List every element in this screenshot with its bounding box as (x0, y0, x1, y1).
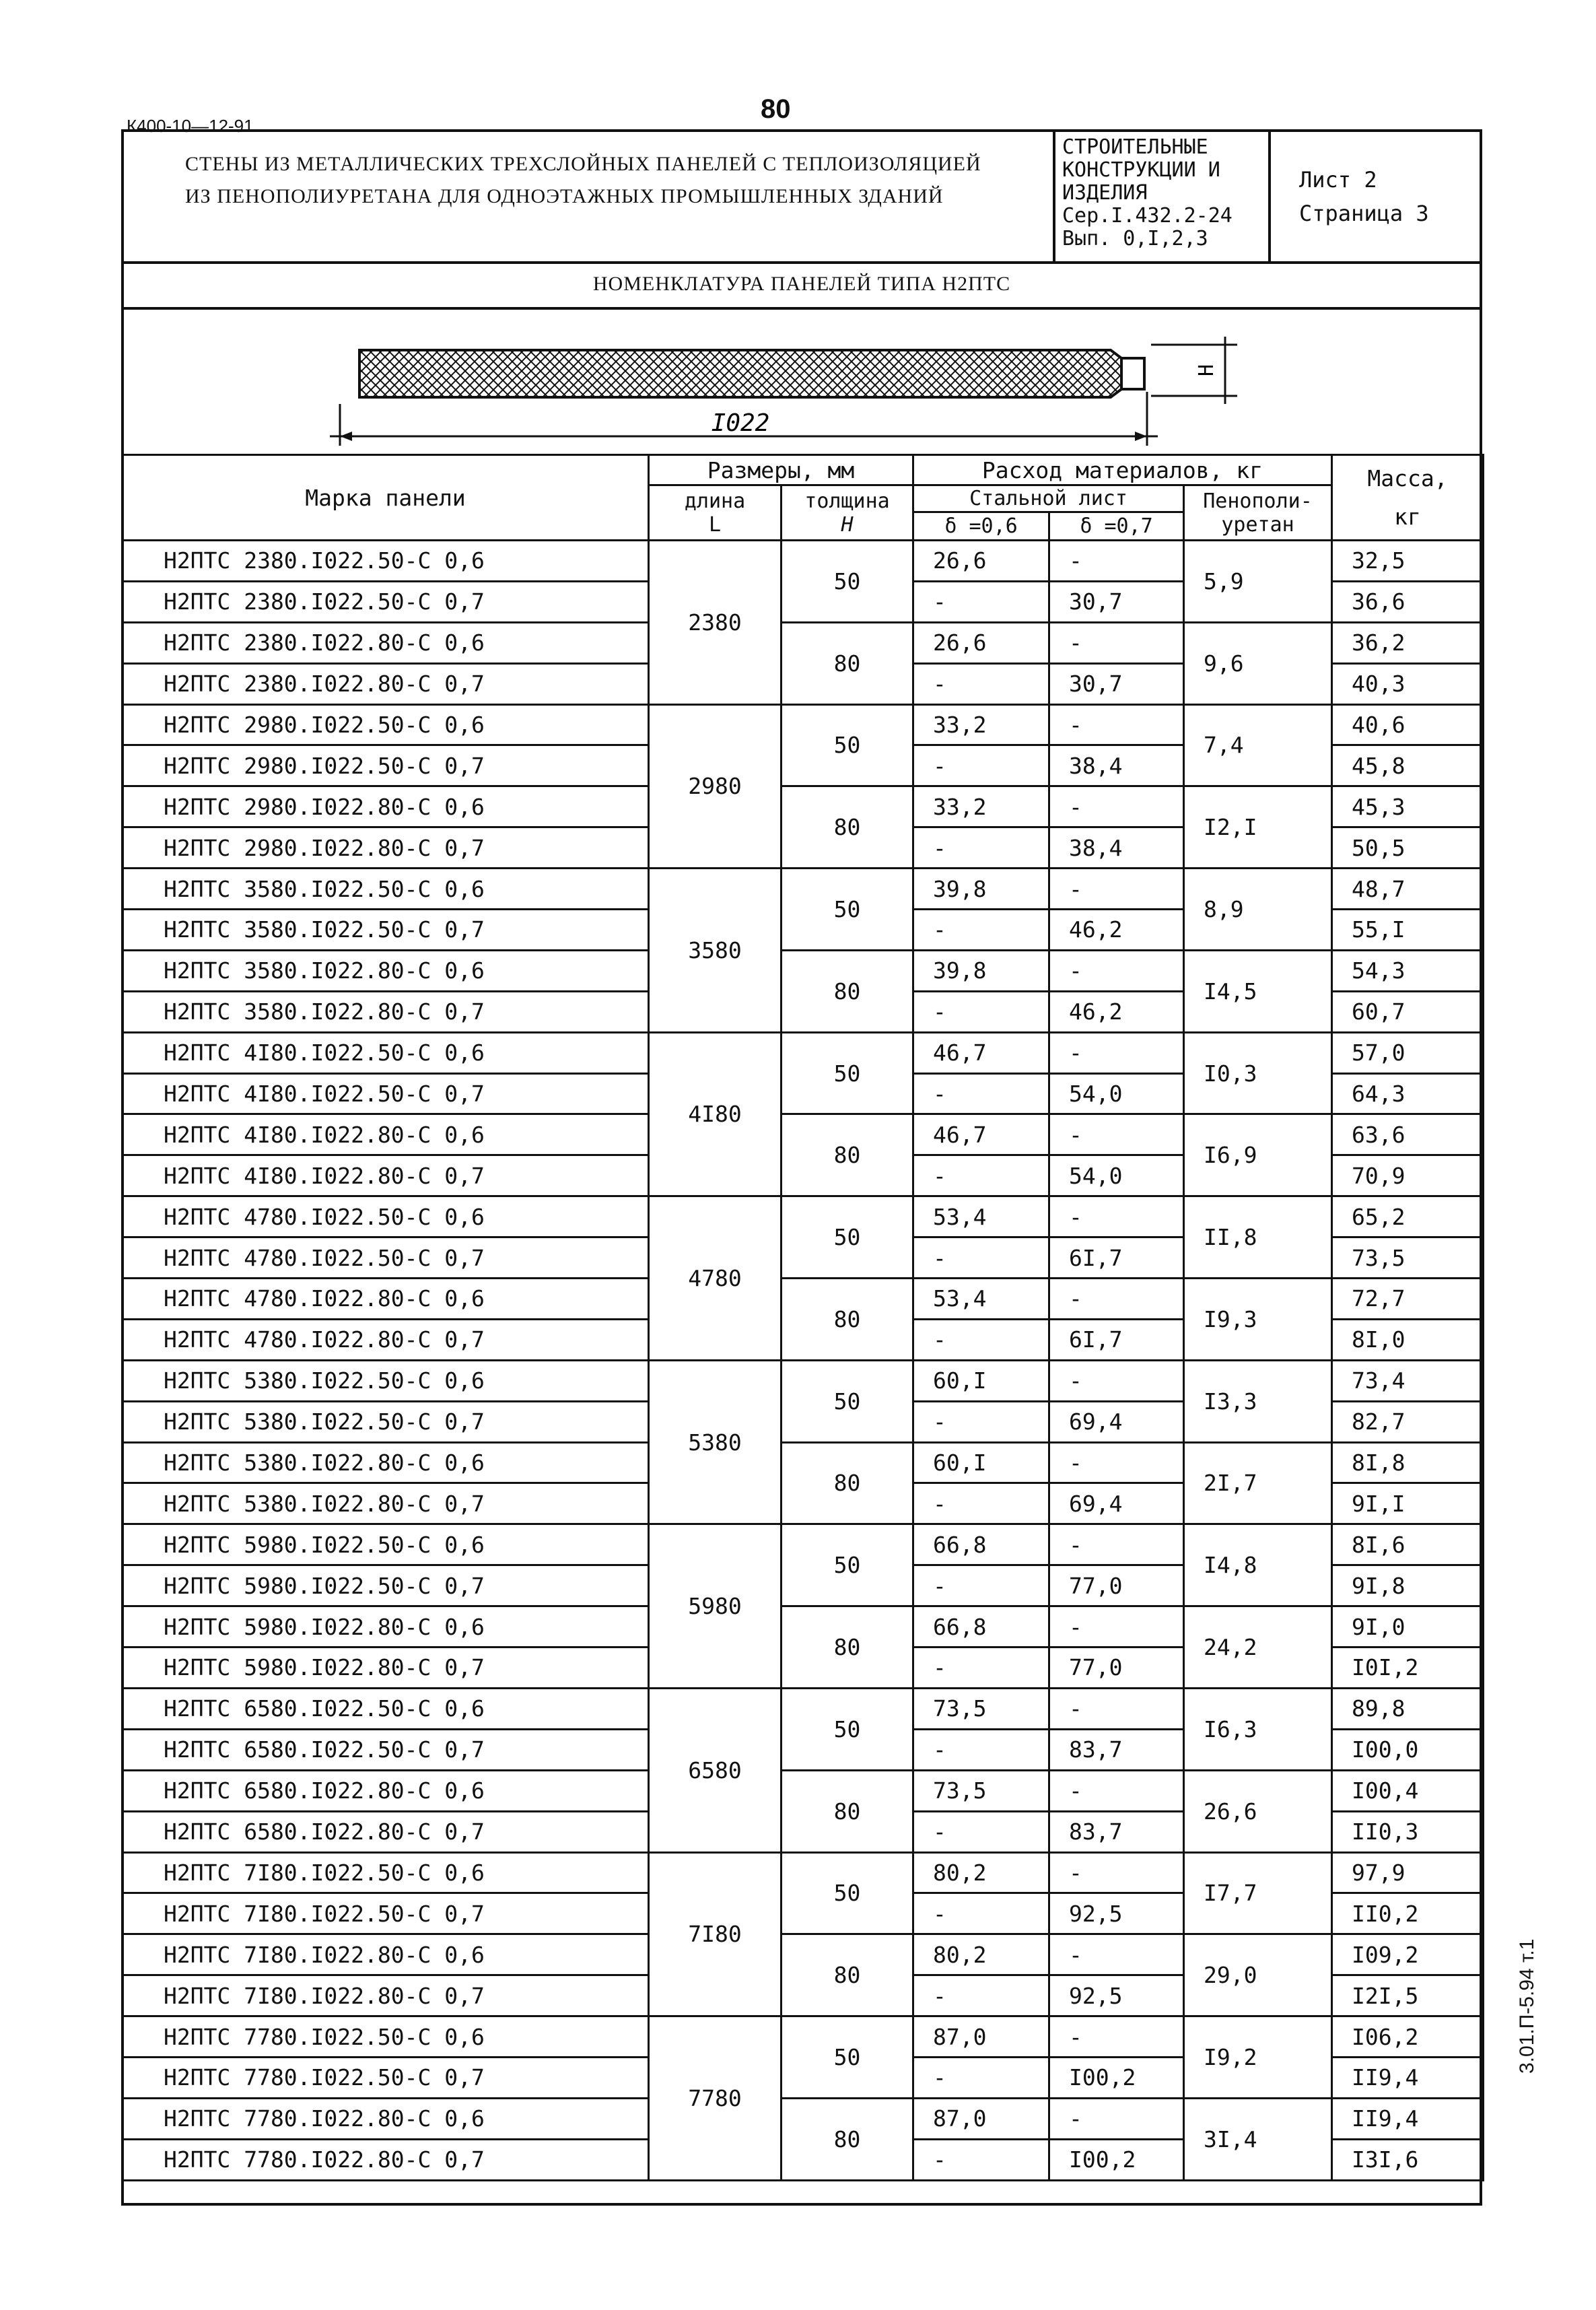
series-line-5: Вып. 0,I,2,3 (1062, 227, 1208, 250)
panel-mark: Н2ПТС 3580.I022.80-С 0,7 (123, 991, 649, 1032)
mass-value: 40,6 (1332, 704, 1484, 745)
panel-mark: Н2ПТС 4I80.I022.50-С 0,6 (123, 1032, 649, 1073)
length-value: 5980 (649, 1524, 782, 1689)
mass-value: 40,3 (1332, 663, 1484, 704)
header-steel-06: δ =0,6 (913, 512, 1049, 541)
mass-value: 8I,0 (1332, 1319, 1484, 1360)
thickness-value: 80 (782, 1934, 913, 2016)
panel-section-drawing (121, 310, 1482, 454)
length-value: 2980 (649, 704, 782, 869)
mass-value: 73,5 (1332, 1237, 1484, 1279)
steel-06-value: 26,6 (913, 622, 1049, 663)
steel-06-value: 39,8 (913, 950, 1049, 991)
steel-07-value: 92,5 (1049, 1975, 1184, 2016)
thickness-value: 50 (782, 1524, 913, 1606)
steel-06-value: - (913, 1975, 1049, 2016)
table-row (123, 2016, 1484, 2058)
steel-06-value: 87,0 (913, 2098, 1049, 2139)
foam-value: I6,3 (1184, 1688, 1332, 1770)
steel-06-value: - (913, 991, 1049, 1032)
series-line-4: Сер.I.432.2-24 (1062, 204, 1233, 228)
header-length (649, 485, 782, 541)
header-foam-line2: уретан (1221, 512, 1294, 537)
thickness-value: 50 (782, 704, 913, 786)
panel-mark: Н2ПТС 5980.I022.80-С 0,7 (123, 1647, 649, 1689)
thickness-value: 80 (782, 786, 913, 869)
header-sizes: Размеры, мм (649, 455, 913, 485)
panel-mark: Н2ПТС 4I80.I022.80-С 0,6 (123, 1114, 649, 1155)
thickness-value: 50 (782, 1032, 913, 1114)
panel-mark: Н2ПТС 4780.I022.80-С 0,6 (123, 1279, 649, 1320)
steel-06-value: - (913, 581, 1049, 622)
panel-mark: Н2ПТС 5380.I022.50-С 0,7 (123, 1401, 649, 1442)
steel-06-value: - (913, 1647, 1049, 1689)
panel-mark: Н2ПТС 4I80.I022.50-С 0,7 (123, 1073, 649, 1114)
panel-mark: Н2ПТС 5380.I022.80-С 0,6 (123, 1442, 649, 1483)
mass-value: I09,2 (1332, 1934, 1484, 1975)
steel-07-value: - (1049, 541, 1184, 582)
title-line-1: СТЕНЫ ИЗ МЕТАЛЛИЧЕСКИХ ТРЕХСЛОЙНЫХ ПАНЕЛЕЙ С ТЕПЛОИЗОЛЯЦИЕЙ (185, 153, 981, 175)
steel-07-value: 92,5 (1049, 1893, 1184, 1934)
panel-mark: Н2ПТС 7780.I022.80-С 0,7 (123, 2139, 649, 2180)
steel-06-value: 33,2 (913, 786, 1049, 827)
steel-07-value: 38,4 (1049, 745, 1184, 786)
steel-06-value: - (913, 1483, 1049, 1524)
mass-value: 45,8 (1332, 745, 1484, 786)
steel-06-value: 33,2 (913, 704, 1049, 745)
foam-value: 9,6 (1184, 622, 1332, 704)
thickness-value: 80 (782, 1279, 913, 1361)
foam-value: 26,6 (1184, 1770, 1332, 1852)
sheet-number: Лист 2 (1299, 167, 1377, 193)
panel-mark: Н2ПТС 7I80.I022.50-С 0,6 (123, 1852, 649, 1893)
mass-value: 72,7 (1332, 1279, 1484, 1320)
header-materials: Расход материалов, кг (913, 455, 1332, 485)
panel-mark: Н2ПТС 6580.I022.50-С 0,7 (123, 1729, 649, 1770)
mass-value: II0,3 (1332, 1811, 1484, 1852)
panel-mark: Н2ПТС 2980.I022.50-С 0,6 (123, 704, 649, 745)
series-line-2: КОНСТРУКЦИИ И (1062, 158, 1220, 182)
foam-value: 7,4 (1184, 704, 1332, 786)
table-row (123, 1032, 1484, 1073)
header-thickness (782, 485, 913, 541)
panel-mark: Н2ПТС 6580.I022.80-С 0,6 (123, 1770, 649, 1811)
header-steel: Стальной лист (913, 485, 1184, 512)
panel-mark: Н2ПТС 2380.I022.50-С 0,7 (123, 581, 649, 622)
steel-06-value: 66,8 (913, 1606, 1049, 1647)
table-row (123, 1852, 1484, 1893)
panel-mark: Н2ПТС 5980.I022.80-С 0,6 (123, 1606, 649, 1647)
mass-value: I00,0 (1332, 1729, 1484, 1770)
steel-06-value: - (913, 1565, 1049, 1606)
foam-value: I3,3 (1184, 1360, 1332, 1442)
panel-mark: Н2ПТС 4780.I022.50-С 0,6 (123, 1196, 649, 1237)
mass-value: 36,6 (1332, 581, 1484, 622)
table-body (123, 541, 1484, 2181)
panel-mark: Н2ПТС 2980.I022.80-С 0,7 (123, 827, 649, 869)
foam-value: I9,3 (1184, 1279, 1332, 1361)
table-row (123, 1360, 1484, 1401)
steel-07-value: 6I,7 (1049, 1237, 1184, 1279)
steel-06-value: - (913, 1729, 1049, 1770)
mass-value: I00,4 (1332, 1770, 1484, 1811)
mass-value: 8I,8 (1332, 1442, 1484, 1483)
length-value: 7780 (649, 2016, 782, 2181)
steel-06-value: - (913, 745, 1049, 786)
header-mass-unit: кг (1394, 504, 1421, 530)
thickness-value: 50 (782, 1852, 913, 1934)
panel-mark: Н2ПТС 3580.I022.80-С 0,6 (123, 950, 649, 991)
steel-06-value: - (913, 1319, 1049, 1360)
mass-value: 50,5 (1332, 827, 1484, 869)
mass-value: II9,4 (1332, 2098, 1484, 2139)
steel-06-value: 53,4 (913, 1279, 1049, 1320)
steel-06-value: 80,2 (913, 1852, 1049, 1893)
table-row (123, 950, 1484, 991)
steel-06-value: 46,7 (913, 1114, 1049, 1155)
panel-mark: Н2ПТС 5980.I022.50-С 0,7 (123, 1565, 649, 1606)
steel-07-value: - (1049, 1934, 1184, 1975)
steel-07-value: I00,2 (1049, 2057, 1184, 2098)
header-foam (1184, 485, 1332, 541)
steel-07-value: - (1049, 704, 1184, 745)
mass-value: I0I,2 (1332, 1647, 1484, 1689)
mass-value: I3I,6 (1332, 2139, 1484, 2180)
series-line-1: СТРОИТЕЛЬНЫЕ (1062, 135, 1208, 159)
page-label: Страница 3 (1299, 201, 1429, 226)
panel-mark: Н2ПТС 2980.I022.80-С 0,6 (123, 786, 649, 827)
thickness-value: 50 (782, 1688, 913, 1770)
table-row (123, 1196, 1484, 1237)
table-row (123, 1279, 1484, 1320)
foam-value: I4,5 (1184, 950, 1332, 1032)
steel-07-value: 69,4 (1049, 1483, 1184, 1524)
mass-value: II9,4 (1332, 2057, 1484, 2098)
title-divider (1053, 129, 1055, 261)
document-title (185, 148, 1127, 213)
thickness-value: 80 (782, 1114, 913, 1196)
series-divider (1268, 129, 1271, 261)
mass-value: 64,3 (1332, 1073, 1484, 1114)
steel-07-value: 77,0 (1049, 1647, 1184, 1689)
panel-mark: Н2ПТС 3580.I022.50-С 0,7 (123, 910, 649, 951)
mass-value: 8I,6 (1332, 1524, 1484, 1565)
mass-value: 36,2 (1332, 622, 1484, 663)
steel-06-value: 53,4 (913, 1196, 1049, 1237)
panel-mark: Н2ПТС 4780.I022.50-С 0,7 (123, 1237, 649, 1279)
mass-value: II0,2 (1332, 1893, 1484, 1934)
length-value: 7I80 (649, 1852, 782, 2016)
title-line-2: ИЗ ПЕНОПОЛИУРЕТАНА ДЛЯ ОДНОЭТАЖНЫХ ПРОМЫШЛЕННЫХ ЗДАНИЙ (185, 185, 944, 207)
table-row (123, 869, 1484, 910)
steel-07-value: 77,0 (1049, 1565, 1184, 1606)
foam-value: 5,9 (1184, 541, 1332, 623)
title-block (121, 129, 1482, 264)
thickness-value: 80 (782, 950, 913, 1032)
length-value: 2380 (649, 541, 782, 705)
page-number: 80 (761, 94, 791, 124)
steel-07-value: - (1049, 1279, 1184, 1320)
steel-07-value: - (1049, 1032, 1184, 1073)
table-row (123, 704, 1484, 745)
mass-value: 82,7 (1332, 1401, 1484, 1442)
panel-mark: Н2ПТС 4780.I022.80-С 0,7 (123, 1319, 649, 1360)
steel-06-value: - (913, 1155, 1049, 1196)
panel-mark: Н2ПТС 2380.I022.80-С 0,7 (123, 663, 649, 704)
panel-mark: Н2ПТС 7I80.I022.80-С 0,7 (123, 1975, 649, 2016)
panel-mark: Н2ПТС 7I80.I022.50-С 0,7 (123, 1893, 649, 1934)
steel-06-value: - (913, 910, 1049, 951)
steel-07-value: - (1049, 950, 1184, 991)
mass-value: 45,3 (1332, 786, 1484, 827)
mass-value: 70,9 (1332, 1155, 1484, 1196)
table-row (123, 1114, 1484, 1155)
mass-value: 73,4 (1332, 1360, 1484, 1401)
mass-value: 57,0 (1332, 1032, 1484, 1073)
thickness-value: 80 (782, 622, 913, 704)
panel-joint (1121, 358, 1144, 389)
mass-value: 54,3 (1332, 950, 1484, 991)
section-title: НОМЕНКЛАТУРА ПАНЕЛЕЙ ТИПА Н2ПТС (592, 273, 1011, 295)
mass-value: 48,7 (1332, 869, 1484, 910)
panel-mark: Н2ПТС 7780.I022.50-С 0,6 (123, 2016, 649, 2058)
header-foam-line1: Пенополи- (1203, 489, 1313, 513)
foam-value: I6,9 (1184, 1114, 1332, 1196)
steel-07-value: 54,0 (1049, 1155, 1184, 1196)
steel-06-value: 46,7 (913, 1032, 1049, 1073)
steel-06-value: 39,8 (913, 869, 1049, 910)
mass-value: 9I,I (1332, 1483, 1484, 1524)
panel-mark: Н2ПТС 6580.I022.50-С 0,6 (123, 1688, 649, 1729)
mass-value: 32,5 (1332, 541, 1484, 582)
mass-value: I06,2 (1332, 2016, 1484, 2058)
panel-mark: Н2ПТС 5380.I022.80-С 0,7 (123, 1483, 649, 1524)
steel-07-value: - (1049, 869, 1184, 910)
mass-value: 55,I (1332, 910, 1484, 951)
steel-06-value: - (913, 1893, 1049, 1934)
series-block (1062, 136, 1264, 250)
panel-mark: Н2ПТС 2380.I022.80-С 0,6 (123, 622, 649, 663)
sheet-block (1299, 163, 1429, 230)
steel-06-value: - (913, 1811, 1049, 1852)
thickness-value: 80 (782, 2098, 913, 2180)
foam-value: 2I,7 (1184, 1442, 1332, 1524)
steel-07-value: - (1049, 1360, 1184, 1401)
width-label: I022 (711, 409, 770, 437)
steel-07-value: - (1049, 1442, 1184, 1483)
header-thickness-label: толщина (804, 489, 890, 513)
foam-value: I0,3 (1184, 1032, 1332, 1114)
mass-value: 65,2 (1332, 1196, 1484, 1237)
document-code: К400-10—12-91 (127, 116, 254, 136)
steel-07-value: 83,7 (1049, 1729, 1184, 1770)
steel-06-value: 87,0 (913, 2016, 1049, 2058)
panel-mark: Н2ПТС 2380.I022.50-С 0,6 (123, 541, 649, 582)
foam-value: I4,8 (1184, 1524, 1332, 1606)
steel-06-value: 60,I (913, 1442, 1049, 1483)
foam-value: I7,7 (1184, 1852, 1332, 1934)
steel-06-value: 80,2 (913, 1934, 1049, 1975)
table-row (123, 1524, 1484, 1565)
thickness-value: 50 (782, 1196, 913, 1279)
steel-07-value: 54,0 (1049, 1073, 1184, 1114)
header-mass (1332, 455, 1484, 541)
steel-07-value: - (1049, 1196, 1184, 1237)
table-row (123, 1606, 1484, 1647)
panel-mark: Н2ПТС 4I80.I022.80-С 0,7 (123, 1155, 649, 1196)
thickness-value: 50 (782, 869, 913, 951)
panel-mark: Н2ПТС 7780.I022.50-С 0,7 (123, 2057, 649, 2098)
steel-06-value: 73,5 (913, 1688, 1049, 1729)
steel-07-value: - (1049, 2098, 1184, 2139)
header-length-symbol: L (708, 512, 722, 537)
steel-07-value: - (1049, 1852, 1184, 1893)
mass-value: 97,9 (1332, 1852, 1484, 1893)
table-row (123, 1770, 1484, 1811)
table-row (123, 1934, 1484, 1975)
table-row (123, 1442, 1484, 1483)
thickness-value: 50 (782, 541, 913, 623)
foam-value: 8,9 (1184, 869, 1332, 951)
steel-06-value: 66,8 (913, 1524, 1049, 1565)
table-row (123, 622, 1484, 663)
steel-07-value: - (1049, 1524, 1184, 1565)
panel-mark: Н2ПТС 7780.I022.80-С 0,6 (123, 2098, 649, 2139)
steel-07-value: - (1049, 1114, 1184, 1155)
steel-06-value: 73,5 (913, 1770, 1049, 1811)
steel-07-value: - (1049, 1606, 1184, 1647)
header-thickness-symbol: Н (841, 512, 854, 537)
table-row (123, 1688, 1484, 1729)
steel-07-value: 38,4 (1049, 827, 1184, 869)
steel-07-value: 83,7 (1049, 1811, 1184, 1852)
nomenclature-table (121, 454, 1484, 2181)
steel-06-value: 60,I (913, 1360, 1049, 1401)
panel-mark: Н2ПТС 5980.I022.50-С 0,6 (123, 1524, 649, 1565)
panel-mark: Н2ПТС 5380.I022.50-С 0,6 (123, 1360, 649, 1401)
mass-value: 89,8 (1332, 1688, 1484, 1729)
panel-mark: Н2ПТС 3580.I022.50-С 0,6 (123, 869, 649, 910)
header-mass-label: Масса, (1367, 465, 1448, 491)
foam-value: 3I,4 (1184, 2098, 1332, 2180)
mass-value: 9I,0 (1332, 1606, 1484, 1647)
steel-06-value: - (913, 2057, 1049, 2098)
length-value: 6580 (649, 1688, 782, 1852)
series-line-3: ИЗДЕЛИЯ (1062, 181, 1148, 205)
mass-value: 60,7 (1332, 991, 1484, 1032)
panel-mark: Н2ПТС 7I80.I022.80-С 0,6 (123, 1934, 649, 1975)
thickness-value: 80 (782, 1606, 913, 1689)
steel-07-value: 69,4 (1049, 1401, 1184, 1442)
thickness-label: Н (1195, 364, 1218, 377)
panel-mark: Н2ПТС 6580.I022.80-С 0,7 (123, 1811, 649, 1852)
steel-06-value: - (913, 1401, 1049, 1442)
foam-value: 29,0 (1184, 1934, 1332, 2016)
steel-06-value: - (913, 663, 1049, 704)
mass-value: 9I,8 (1332, 1565, 1484, 1606)
steel-07-value: 30,7 (1049, 581, 1184, 622)
header-mark: Марка панели (123, 455, 649, 541)
steel-06-value: 26,6 (913, 541, 1049, 582)
foam-value: 24,2 (1184, 1606, 1332, 1689)
mass-value: 63,6 (1332, 1114, 1484, 1155)
steel-07-value: 30,7 (1049, 663, 1184, 704)
length-value: 3580 (649, 869, 782, 1033)
steel-07-value: 6I,7 (1049, 1319, 1184, 1360)
steel-07-value: - (1049, 2016, 1184, 2058)
panel-mark: Н2ПТС 2980.I022.50-С 0,7 (123, 745, 649, 786)
steel-07-value: - (1049, 622, 1184, 663)
thickness-value: 80 (782, 1770, 913, 1852)
steel-07-value: 46,2 (1049, 910, 1184, 951)
steel-06-value: - (913, 827, 1049, 869)
length-value: 5380 (649, 1360, 782, 1524)
steel-07-value: I00,2 (1049, 2139, 1184, 2180)
thickness-value: 50 (782, 1360, 913, 1442)
steel-06-value: - (913, 2139, 1049, 2180)
steel-06-value: - (913, 1237, 1049, 1279)
foam-value: I2,I (1184, 786, 1332, 869)
table-row (123, 2098, 1484, 2139)
steel-07-value: 46,2 (1049, 991, 1184, 1032)
steel-07-value: - (1049, 786, 1184, 827)
panel-profile (359, 350, 1121, 397)
header-steel-07: δ =0,7 (1049, 512, 1184, 541)
steel-06-value: - (913, 1073, 1049, 1114)
table-row (123, 541, 1484, 582)
steel-07-value: - (1049, 1688, 1184, 1729)
side-stamp: 3.01.П-5.94 т.1 (1516, 1938, 1538, 2074)
foam-value: I9,2 (1184, 2016, 1332, 2099)
foam-value: II,8 (1184, 1196, 1332, 1279)
steel-07-value: - (1049, 1770, 1184, 1811)
header-length-label: длина (684, 489, 746, 513)
mass-value: I2I,5 (1332, 1975, 1484, 2016)
length-value: 4I80 (649, 1032, 782, 1196)
thickness-value: 80 (782, 1442, 913, 1524)
length-value: 4780 (649, 1196, 782, 1361)
thickness-value: 50 (782, 2016, 913, 2099)
table-row (123, 786, 1484, 827)
